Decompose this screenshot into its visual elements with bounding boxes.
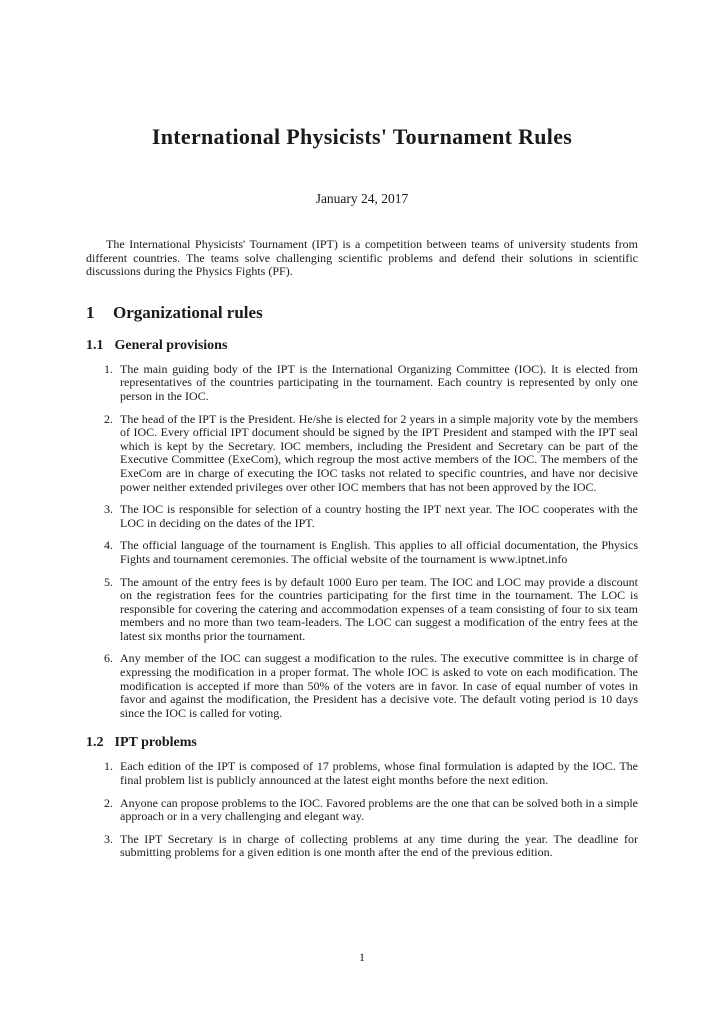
rule-item-number: 4. (104, 538, 113, 553)
rule-item-number: 1. (104, 759, 113, 774)
subsection-heading-title: IPT problems (114, 735, 197, 751)
rule-item-text: The official language of the tournament is English. This applies to all official documentation, the Physics Fights and tournament ceremonies. The official website of the tournament is www.iptnet.info (120, 538, 638, 566)
subsection-heading (86, 735, 638, 751)
rule-item-text: The head of the IPT is the President. He/she is elected for 2 years in a simple majority vote by the members of IOC. Every official IPT document should be signed by the IPT President and stamped with the IPT seal which is kept by the Secretary. IOC members, including the President and Secretary can be part of the Executive Committee (ExeCom), which regroup the most active members of the IOC. The members of the ExeCom are in charge of executing the IOC tasks not related to specific countries, and have nor decisive power neither extended privileges over other IOC members that has not been approved by the IOC. (120, 411, 638, 494)
intro-paragraph: The International Physicists' Tournament (IPT) is a competition between teams of university students from different countries. The teams solve challenging scientific problems and defend their solutions in scientific discussions during the Physics Fights (PF). (86, 237, 638, 279)
rule-list (86, 363, 638, 721)
section-heading (86, 303, 638, 323)
rule-item-text: The IPT Secretary is in charge of collecting problems at any time during the year. The deadline for submitting problems for a given edition is one month after the end of the previous edition. (120, 831, 638, 860)
rule-item-text: Any member of the IOC can suggest a modification to the rules. The executive committee is in charge of expressing the modification in a proper format. The whole IOC is asked to vote on each modification. The modification is accepted if more than 50% of the voters are in favor. In case of equal number of votes in favor and against the modification, the President has a decisive vote. The default voting period is 10 days since the IOC is called for voting. (120, 651, 638, 720)
document-date: January 24, 2017 (315, 191, 409, 206)
section-heading-number: 1 (86, 302, 95, 322)
rule-item (86, 413, 638, 495)
rule-item (86, 833, 638, 860)
rule-item (86, 760, 638, 787)
rule-item-number: 3. (104, 502, 113, 517)
rule-item (86, 797, 638, 824)
rule-item (86, 652, 638, 720)
subsection-heading-number: 1.2 (86, 735, 104, 751)
rule-item (86, 576, 638, 644)
subsection-heading-title: General provisions (114, 337, 228, 353)
page-number: 1 (359, 950, 365, 964)
document-body (86, 303, 638, 860)
rule-item-number: 5. (104, 574, 113, 589)
rule-item-text: The IOC is responsible for selection of a country hosting the IPT next year. The IOC cooperates with the LOC in deciding on the dates of the IPT. (120, 502, 638, 530)
subsection-heading-number: 1.1 (86, 337, 104, 353)
rule-list (86, 760, 638, 860)
rule-item-text: Anyone can propose problems to the IOC. Favored problems are the one that can be solved both in a simple approach or in a very challenging and elegant way. (120, 795, 638, 824)
section-heading-title: Organizational rules (113, 302, 263, 322)
rule-item (86, 363, 638, 404)
rule-item (86, 503, 638, 530)
rule-item-number: 2. (104, 411, 113, 426)
rule-item-number: 2. (104, 795, 113, 810)
rule-item (86, 539, 638, 566)
rule-item-text: Each edition of the IPT is composed of 17 problems, whose final formulation is adapted by the IOC. The final problem list is publicly announced at the latest eight months before the next edition. (120, 759, 638, 788)
rule-item-number: 3. (104, 831, 113, 846)
rule-item-number: 6. (104, 651, 113, 666)
subsection-heading (86, 338, 638, 354)
document-content (86, 0, 638, 860)
rule-item-text: The amount of the entry fees is by default 1000 Euro per team. The IOC and LOC may provide a discount on the registration fees for the countries participating for the first time in the tournament. The LOC is responsible for covering the catering and accommodation expenses of a team consisting of four to six team members and no more than two team-leaders. The LOC can suggest a modification of the entry fees at the latest six months prior the tournament. (120, 574, 638, 643)
document-title: International Physicists' Tournament Rules (151, 124, 573, 149)
rule-item-number: 1. (104, 361, 113, 376)
rule-item-text: The main guiding body of the IPT is the International Organizing Committee (IOC). It is elected from representatives of the countries participating in the tournament. Each country is represented by only one person in the IOC. (120, 361, 638, 403)
